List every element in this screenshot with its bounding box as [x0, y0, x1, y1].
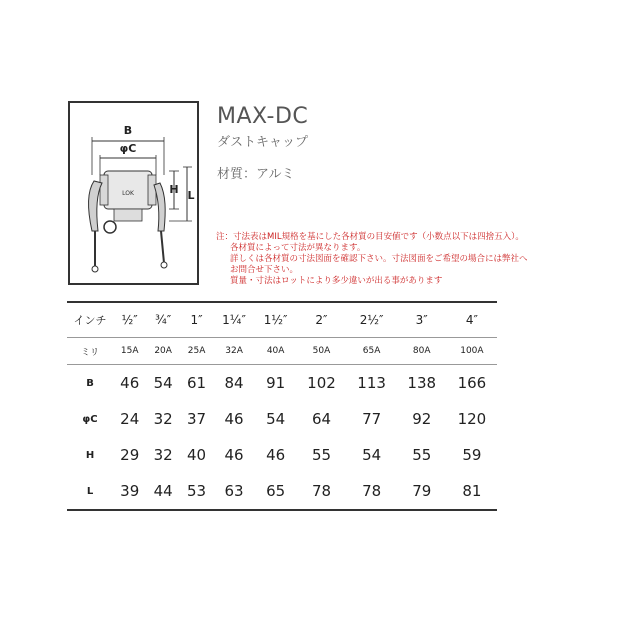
value-cell: 79 [412, 482, 432, 500]
value-cell: 63 [224, 482, 244, 500]
row-label: H [85, 449, 95, 461]
value-cell: 59 [462, 446, 482, 464]
inch-cell: 2″ [296, 302, 346, 338]
mm-row [67, 338, 497, 365]
mm-cell: 15A [113, 338, 146, 365]
inch-cell: 3″ [397, 302, 447, 338]
dim-label-c: φC [119, 142, 137, 155]
mm-cell: 25A [180, 338, 213, 365]
mm-cell: 100A [447, 338, 497, 365]
value-cell: 55 [412, 446, 432, 464]
inch-label: インチ [67, 302, 113, 338]
mm-cell: 40A [255, 338, 297, 365]
note-line: 詳しくは各材質の寸法図面を確認下さい。寸法図面をご希望の場合には弊社へ [230, 254, 528, 264]
value-cell: 64 [311, 410, 332, 428]
note-line: お問合せ下さい。 [230, 265, 299, 275]
mm-cell: 80A [397, 338, 447, 365]
dimension-table [67, 301, 497, 511]
inch-cell: 1¼″ [213, 302, 255, 338]
inch-cell: 1½″ [255, 302, 297, 338]
value-cell: 81 [462, 482, 482, 500]
mm-cell: 20A [146, 338, 179, 365]
value-row-c [67, 401, 497, 437]
value-cell: 120 [457, 410, 487, 428]
product-diagram [68, 101, 199, 285]
value-cell: 32 [153, 410, 173, 428]
mm-cell: 65A [347, 338, 397, 365]
value-cell: 54 [153, 374, 173, 392]
value-cell: 92 [412, 410, 432, 428]
material-label: 材質：アルミ [217, 167, 295, 182]
value-cell: 91 [266, 374, 286, 392]
value-cell: 37 [187, 410, 207, 428]
inch-cell: ½″ [113, 302, 146, 338]
value-cell: 44 [153, 482, 173, 500]
note-line: 注：寸法表はMIL規格を基にした各材質の目安値です（小数点以下は四捨五入）。 [216, 232, 524, 242]
value-cell: 138 [407, 374, 437, 392]
mm-cell: 32A [213, 338, 255, 365]
value-cell: 53 [187, 482, 207, 500]
value-cell: 65 [266, 482, 286, 500]
dim-label-b: B [123, 124, 133, 137]
row-label: L [86, 485, 94, 497]
note-line: 各材質によって寸法が異なります。 [230, 243, 366, 253]
inch-cell: 1″ [180, 302, 213, 338]
mm-cell: 50A [296, 338, 346, 365]
value-cell: 40 [187, 446, 207, 464]
dim-label-l: L [187, 189, 195, 202]
value-cell: 77 [362, 410, 382, 428]
value-cell: 29 [120, 446, 140, 464]
value-cell: 46 [224, 446, 244, 464]
value-row-l [67, 473, 497, 510]
product-title: MAX-DC [217, 104, 309, 129]
inch-cell: 2½″ [347, 302, 397, 338]
inch-row [67, 302, 497, 338]
value-cell: 54 [266, 410, 286, 428]
value-row-h [67, 437, 497, 473]
value-cell: 46 [120, 374, 140, 392]
value-cell: 39 [120, 482, 140, 500]
value-cell: 166 [457, 374, 487, 392]
value-row-b [67, 365, 497, 402]
dim-label-h: H [169, 183, 179, 196]
row-label: B [86, 377, 94, 389]
value-cell: 78 [362, 482, 382, 500]
product-subtitle: ダストキャップ [217, 135, 309, 150]
value-cell: 78 [311, 482, 332, 500]
value-cell: 46 [266, 446, 286, 464]
value-cell: 61 [187, 374, 207, 392]
inch-cell: ¾″ [146, 302, 179, 338]
row-label: φC [82, 413, 98, 425]
value-cell: 84 [224, 374, 244, 392]
mm-label: ミリ [67, 338, 113, 365]
dust-cap-drawing [70, 103, 197, 283]
value-cell: 102 [307, 374, 336, 392]
value-cell: 32 [153, 446, 173, 464]
inch-cell: 4″ [447, 302, 497, 338]
value-cell: 24 [120, 410, 140, 428]
lok-mark: LOK [122, 190, 134, 197]
value-cell: 55 [311, 446, 332, 464]
value-cell: 113 [357, 374, 386, 392]
value-cell: 54 [362, 446, 382, 464]
notes-block [216, 232, 556, 287]
note-line: 質量・寸法はロットにより多少違いが出る事があります [230, 276, 443, 286]
value-cell: 46 [224, 410, 244, 428]
